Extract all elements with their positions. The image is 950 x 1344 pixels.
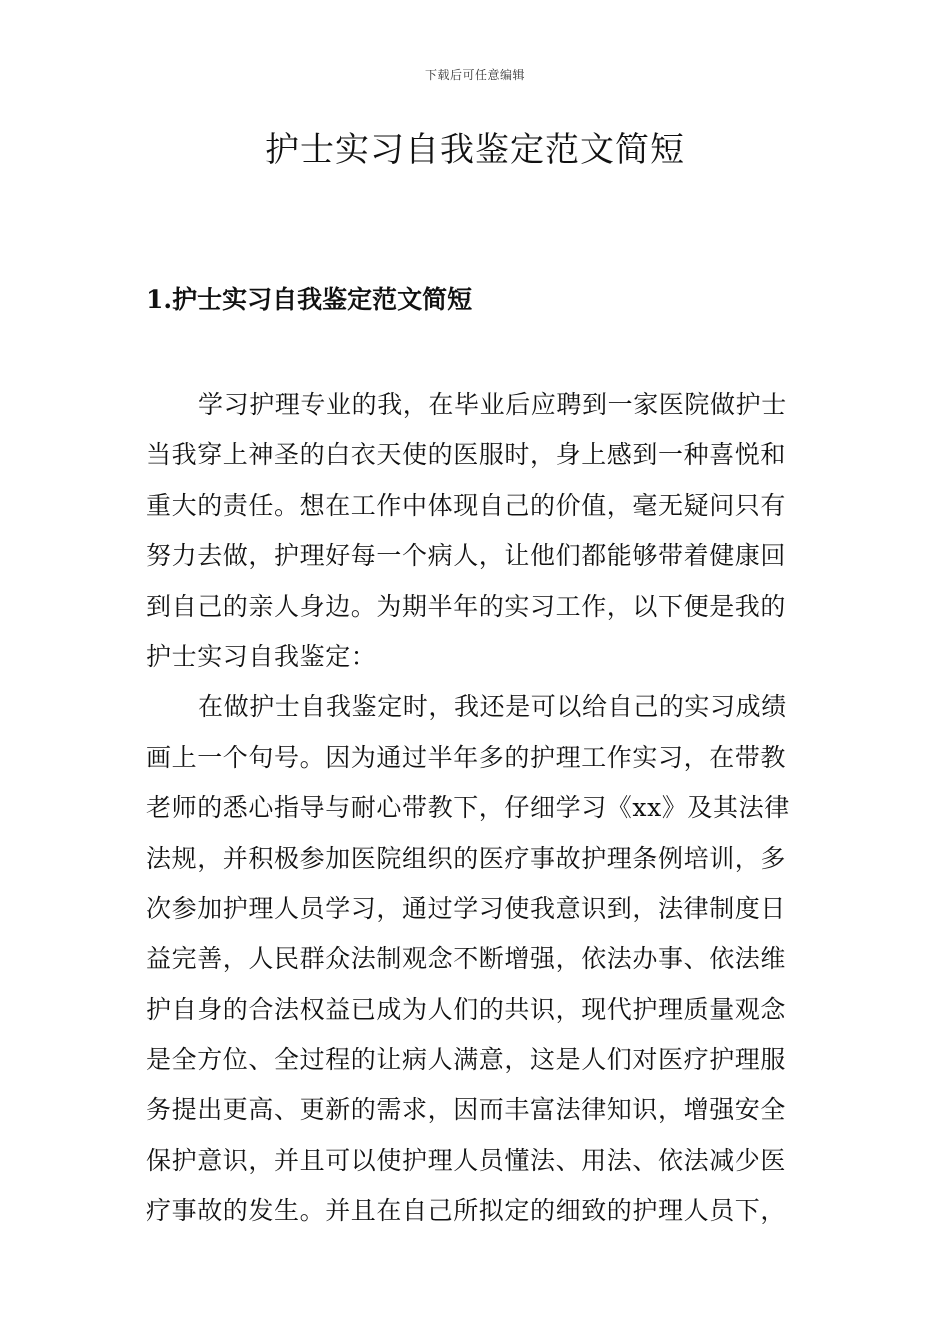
paragraph-line: 务提出更高、更新的需求，因而丰富法律知识，增强安全 bbox=[146, 1095, 787, 1125]
paragraph-line: 是全方位、全过程的让病人满意，这是人们对医疗护理服 bbox=[146, 1045, 787, 1075]
paragraph-line: 学习护理专业的我，在毕业后应聘到一家医院做护士 bbox=[198, 390, 787, 419]
document-title: 护士实习自我鉴定范文简短 bbox=[265, 130, 685, 170]
paragraph-line: 重大的责任。想在工作中体现自己的价值，毫无疑问只有 bbox=[146, 490, 787, 520]
paragraph-line: 到自己的亲人身边。为期半年的实习工作，以下便是我的 bbox=[146, 591, 787, 621]
paragraph-line: 法规，并积极参加医院组织的医疗事故护理条例培训，多 bbox=[146, 843, 787, 873]
paragraph-line: 老师的悉心指导与耐心带教下，仔细学习《xx》及其法律 bbox=[146, 793, 790, 823]
paragraph-line: 次参加护理人员学习，通过学习使我意识到，法律制度日 bbox=[146, 893, 787, 923]
paragraph-line: 保护意识，并且可以使护理人员懂法、用法、依法减少医 bbox=[146, 1145, 787, 1175]
paragraph-line: 当我穿上神圣的白衣天使的医服时，身上感到一种喜悦和 bbox=[146, 440, 787, 470]
paragraph-line: 画上一个句号。因为通过半年多的护理工作实习，在带教 bbox=[146, 742, 787, 772]
section-heading: 1.护士实习自我鉴定范文简短 bbox=[146, 285, 473, 314]
paragraph-line: 益完善，人民群众法制观念不断增强，依法办事、依法维 bbox=[146, 944, 787, 974]
paragraph-line: 护自身的合法权益已成为人们的共识，现代护理质量观念 bbox=[146, 994, 787, 1024]
paragraph-line: 护士实习自我鉴定： bbox=[146, 641, 377, 671]
paragraph-line: 在做护士自我鉴定时，我还是可以给自己的实习成绩 bbox=[198, 692, 787, 722]
body-text bbox=[146, 380, 811, 1237]
paragraph-line: 努力去做，护理好每一个病人，让他们都能够带着健康回 bbox=[146, 541, 787, 571]
paragraph-line: 疗事故的发生。并且在自己所拟定的细致的护理人员下， bbox=[146, 1196, 787, 1226]
header-note: 下载后可任意编辑 bbox=[424, 68, 525, 82]
